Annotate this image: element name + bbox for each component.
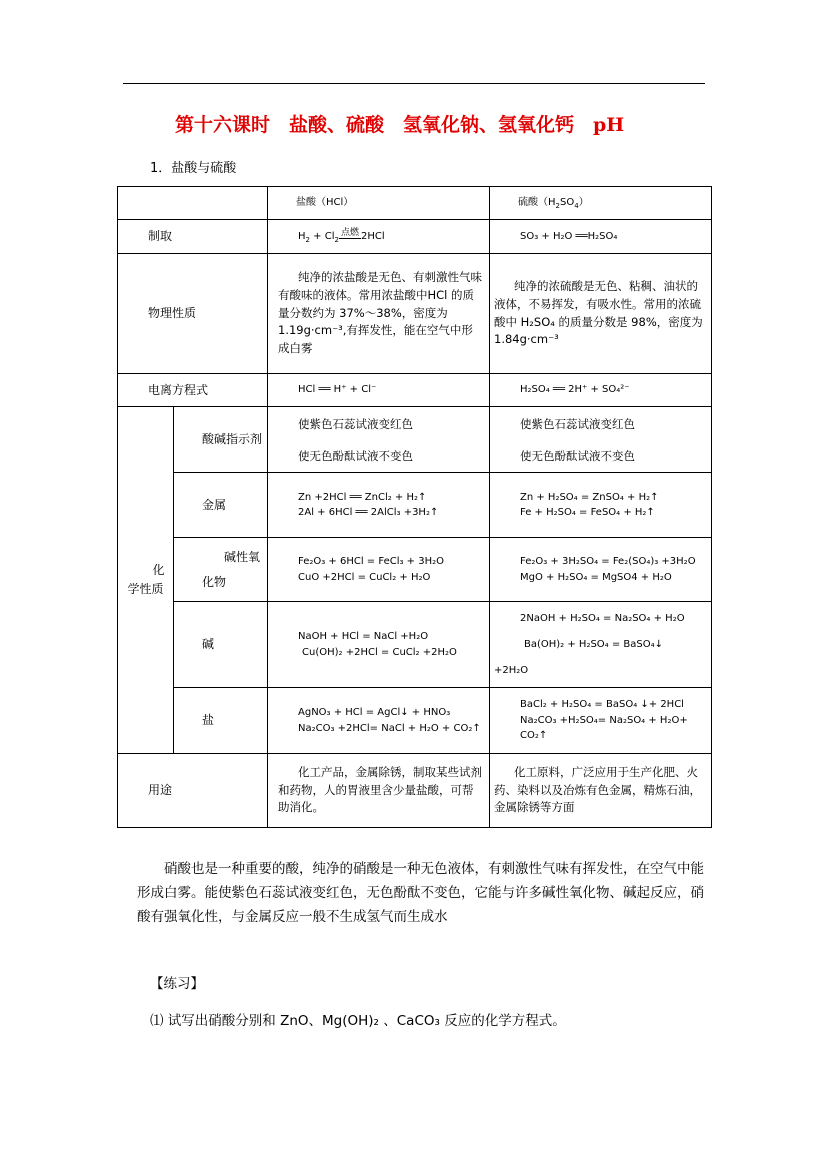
metal-h2so4-2: Fe + H₂SO₄ = FeSO₄ + H₂↑ — [520, 507, 655, 518]
header-blank-cell — [118, 187, 268, 220]
table-header-row — [118, 187, 712, 220]
indicator-h2so4-1: 使紫色石蕊试液变红色 — [520, 416, 635, 431]
page-title: 第十六课时 盐酸、硫酸 氢氧化钠、氢氧化钙 pH — [175, 114, 625, 136]
indicator-h2so4 — [490, 407, 712, 473]
basic-oxide-h2so4 — [490, 538, 712, 602]
metal-hcl-1: Zn +2HCl ══ ZnCl₂ + H₂↑ — [298, 491, 427, 503]
salt-hcl — [268, 688, 490, 754]
acid-comparison-table — [117, 186, 712, 828]
header-h2so4-sub1: 2 — [555, 201, 560, 210]
base-hcl-1: NaOH + HCl = NaCl +H₂O — [298, 631, 429, 642]
prep-hcl-sub2: 2 — [334, 235, 339, 244]
uses-label: 用途 — [118, 754, 268, 828]
header-h2so4-pre: 硫酸（H — [518, 196, 556, 208]
basic-oxide-label-text: 碱性氧化物 — [202, 549, 261, 589]
base-h2so4-3: +2H₂O — [494, 664, 529, 676]
prep-hcl-sub: 2 — [305, 235, 310, 244]
basic-oxide-hcl-1: Fe₂O₃ + 6HCl = FeCl₃ + 3H₂O — [298, 556, 444, 567]
metal-h2so4-1: Zn + H₂SO₄ = ZnSO₄ + H₂↑ — [520, 491, 659, 503]
metal-row — [118, 473, 712, 538]
preparation-row — [118, 220, 712, 254]
base-hcl — [268, 602, 490, 688]
preparation-hcl — [268, 220, 490, 254]
basic-oxide-row — [118, 538, 712, 602]
metal-hcl-2: 2Al + 6HCl ══ 2AlCl₃ +3H₂↑ — [298, 507, 439, 518]
uses-h2so4: 化工原料，广泛应用于生产化肥、火药、染料以及冶炼有色金属，精炼石油，金属除锈等方面 — [490, 754, 712, 828]
metal-hcl — [268, 473, 490, 538]
header-hcl: 盐酸（HCl） — [268, 187, 490, 220]
ionization-row — [118, 374, 712, 407]
salt-hcl-1: AgNO₃ + HCl = AgCl↓ + HNO₃ — [298, 707, 451, 718]
metal-label: 金属 — [174, 473, 268, 538]
base-hcl-2: Cu(OH)₂ +2HCl = CuCl₂ +2H₂O — [302, 646, 457, 658]
indicator-hcl-2: 使无色酚酞试液不变色 — [298, 448, 413, 463]
header-h2so4-sub2: 4 — [574, 201, 579, 210]
header-h2so4 — [490, 187, 712, 220]
salt-h2so4-2: Na₂CO₃ +H₂SO₄= Na₂SO₄ + H₂O+ CO₂↑ — [520, 714, 688, 742]
metal-h2so4 — [490, 473, 712, 538]
indicator-label — [174, 407, 268, 473]
nitric-acid-paragraph: 硝酸也是一种重要的酸，纯净的硝酸是一种无色液体，有刺激性气味有挥发性，在空气中能形成白雾。能使紫色石蕊试液变红色，无色酚酞不变色，它能与许多碱性氧化物、碱起反应，硝酸有强氧化性，与金属反应一般不生成氢气而生成水 — [137, 861, 704, 925]
preparation-h2so4: SO₃ + H₂O ══H₂SO₄ — [490, 220, 712, 254]
header-h2so4-post: ） — [578, 196, 589, 208]
chemical-properties-label — [118, 407, 174, 754]
prep-hcl-post: 2HCl — [360, 230, 385, 242]
ionization-label: 电离方程式 — [118, 374, 268, 407]
chem-label-b: 学性质 — [127, 582, 164, 596]
indicator-hcl — [268, 407, 490, 473]
uses-row — [118, 754, 712, 828]
header-rule — [123, 83, 705, 84]
reaction-condition: 点燃 — [340, 227, 359, 238]
basic-oxide-hcl — [268, 538, 490, 602]
header-h2so4-mid: SO — [560, 196, 575, 208]
base-h2so4 — [490, 602, 712, 688]
physical-h2so4: 纯净的浓硫酸是无色、粘稠、油状的液体，不易挥发，有吸水性。常用的浓硫酸中 H₂SO₄ 的质量分数是 98%，密度为 1.84g·cm⁻³ — [490, 254, 712, 374]
salt-hcl-2: Na₂CO₃ +2HCl= NaCl + H₂O + CO₂↑ — [298, 722, 481, 734]
question-1: ⑴ 试写出硝酸分别和 ZnO、Mg(OH)₂ 、CaCO₃ 反应的化学方程式。 — [150, 1013, 566, 1029]
ionization-h2so4: H₂SO₄ ══ 2H⁺ + SO₄²⁻ — [490, 374, 712, 407]
salt-row — [118, 688, 712, 754]
prep-hcl-pre: H — [298, 230, 306, 242]
basic-oxide-h2so4-2: MgO + H₂SO₄ = MgSO4 + H₂O — [520, 571, 672, 583]
base-row — [118, 602, 712, 688]
basic-oxide-h2so4-1: Fe₂O₃ + 3H₂SO₄ = Fe₂(SO₄)₃ +3H₂O — [520, 556, 696, 567]
indicator-hcl-1: 使紫色石蕊试液变红色 — [298, 416, 413, 431]
ionization-hcl: HCl ══ H⁺ + Cl⁻ — [268, 374, 490, 407]
prep-hcl-mid: + Cl — [310, 230, 335, 242]
practice-heading: 【练习】 — [150, 976, 204, 992]
indicator-row — [118, 407, 712, 473]
physical-label: 物理性质 — [118, 254, 268, 374]
basic-oxide-hcl-2: CuO +2HCl = CuCl₂ + H₂O — [298, 571, 431, 583]
indicator-h2so4-2: 使无色酚酞试液不变色 — [520, 448, 635, 463]
base-h2so4-2: Ba(OH)₂ + H₂SO₄ = BaSO₄↓ — [524, 638, 664, 650]
salt-h2so4 — [490, 688, 712, 754]
physical-hcl: 纯净的浓盐酸是无色、有刺激性气味有酸味的液体。常用浓盐酸中HCl 的质量分数约为 37%～38%，密度为 1.19g·cm⁻³,有挥发性，能在空气中形成白雾 — [268, 254, 490, 374]
chem-label-a: 化 — [152, 563, 165, 578]
physical-row — [118, 254, 712, 374]
salt-label: 盐 — [174, 688, 268, 754]
base-label: 碱 — [174, 602, 268, 688]
preparation-label: 制取 — [118, 220, 268, 254]
indicator-label-text: 酸碱指示剂 — [202, 432, 263, 446]
section-heading: 1．盐酸与硫酸 — [150, 161, 237, 176]
salt-h2so4-1: BaCl₂ + H₂SO₄ = BaSO₄ ↓+ 2HCl — [520, 699, 684, 711]
uses-hcl: 化工产品，金属除锈，制取某些试剂和药物，人的胃液里含少量盐酸，可帮助消化。 — [268, 754, 490, 828]
basic-oxide-label — [174, 538, 268, 602]
base-h2so4-1: 2NaOH + H₂SO₄ = Na₂SO₄ + H₂O — [520, 612, 685, 624]
